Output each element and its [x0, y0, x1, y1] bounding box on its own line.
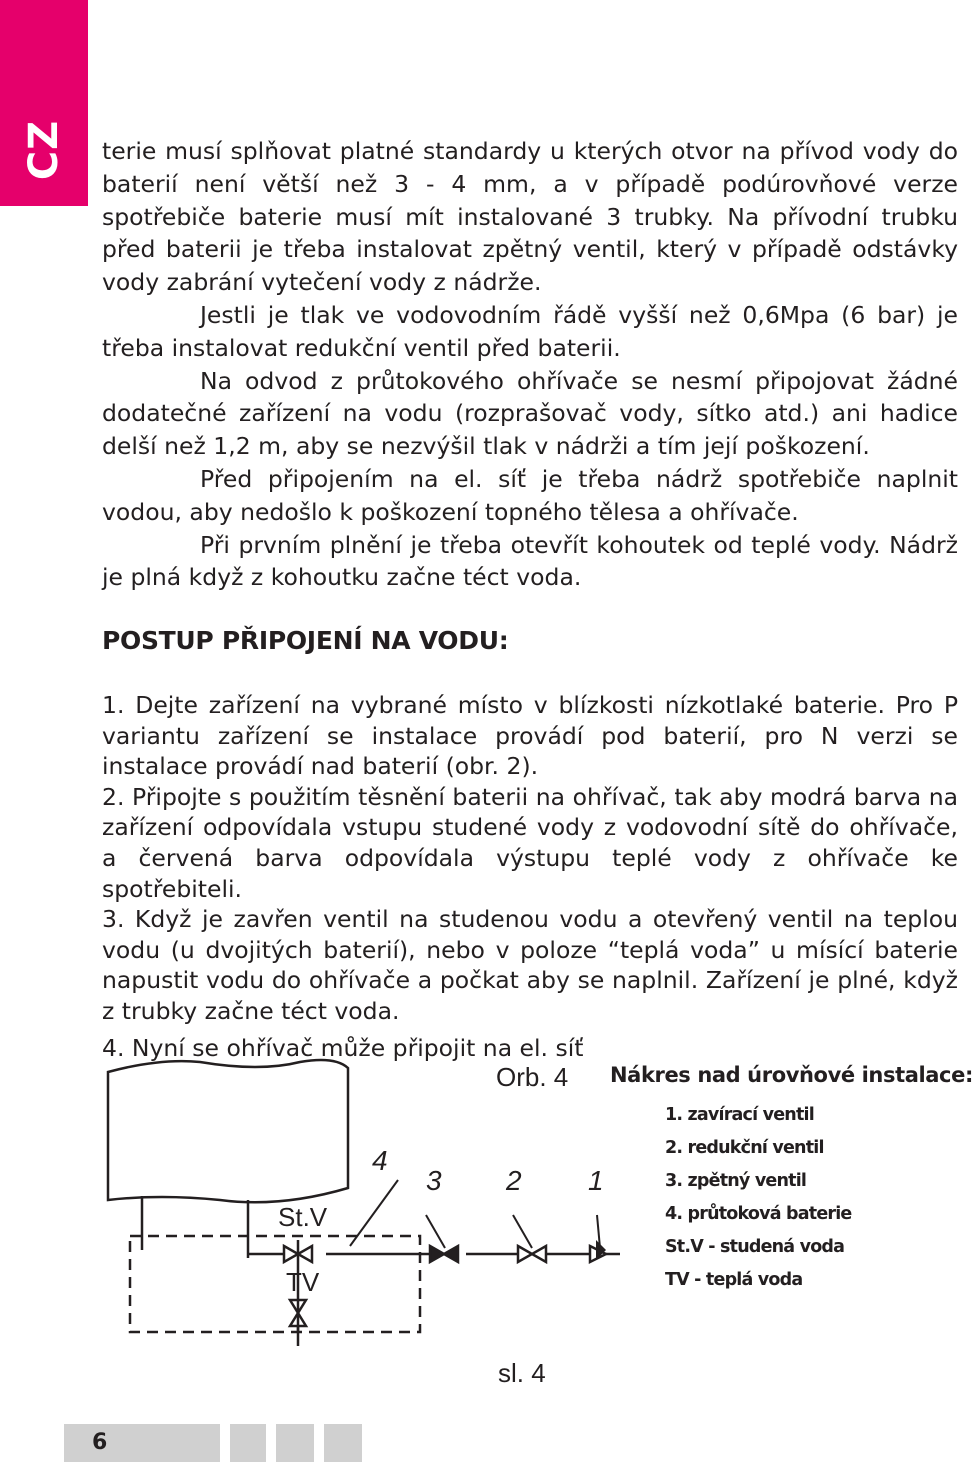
- language-tab: [0, 0, 88, 206]
- battery-outline: [130, 1236, 420, 1332]
- legend-item: 1. zavírací ventil: [665, 1105, 814, 1125]
- figure-label: Orb. 4: [496, 1062, 569, 1092]
- footer-block-1: [64, 1424, 220, 1462]
- number-2: 2: [506, 1165, 522, 1196]
- step-2: 2. Připojte s použitím těsnění baterii na ohřívač, tak aby modrá barva na zařízení odpovídala vstupu studené vody z vodovodní sítě do ohřívače, a červená barva odpovídala výstupu teplé vody z ohřívače ke spotřebiteli.: [102, 782, 958, 903]
- paragraph-1: terie musí splňovat platné standardy u kterých otvor na přívod vody do baterií není větší než 3 - 4 mm, a v případě podúrovňové verze spotřebiče baterie musí mít instalované 3 trubky. Na přívodní trubku před baterii je třeba instalovat zpětný ventil, který v případě odstávky vody zabrání vytečení vody z nádrže.: [102, 137, 958, 297]
- legend-item: TV - teplá voda: [665, 1270, 803, 1290]
- intro-text: [102, 135, 958, 594]
- figure-caption: sl. 4: [498, 1358, 546, 1388]
- paragraph-5: Při prvním plnění je třeba otevřít kohoutek od teplé vody. Nádrž je plná když z kohoutku začne téct voda.: [102, 530, 958, 592]
- steps-list: [102, 690, 958, 1063]
- number-3: 3: [426, 1165, 442, 1196]
- installation-diagram: [100, 1050, 604, 1400]
- section-heading: POSTUP PŘIPOJENÍ NA VODU:: [102, 626, 509, 655]
- footer-block-3: [276, 1424, 314, 1462]
- legend: [610, 1063, 973, 1297]
- valve-2: [518, 1246, 546, 1262]
- leader-3: [426, 1215, 445, 1248]
- legend-title: Nákres nad úrovňové instalace:: [610, 1063, 973, 1087]
- leader-2: [513, 1215, 532, 1248]
- footer-block-2: [230, 1424, 266, 1462]
- paragraph-2: Jestli je tlak ve vodovodním řádě vyšší než 0,6Mpa (6 bar) je třeba instalovat redukční ventil před baterii.: [102, 300, 958, 362]
- step-3: 3. Když je zavřen ventil na studenou vodu a otevřený ventil na teplou vodu (u dvojitých baterií), nebo v poloze “teplá voda” u mísící baterie napustit vodu do ohřívače a počkat aby se naplnil. Zařízení je plné, když z trubky začne téct voda.: [102, 905, 958, 1025]
- footer-block-4: [324, 1424, 362, 1462]
- label-stv: St.V: [278, 1202, 328, 1232]
- paragraph-4: Před připojením na el. síť je třeba nádrž spotřebiče naplnit vodou, aby nedošlo k poškození topného tělesa a ohřívače.: [102, 464, 958, 526]
- step-4: 4. Nyní se ohřívač může připojit na el. síť: [102, 1033, 584, 1062]
- legend-item: 2. redukční ventil: [665, 1138, 824, 1158]
- legend-item: 4. průtoková baterie: [665, 1204, 852, 1224]
- paragraph-3: Na odvod z průtokového ohřívače se nesmí připojovat žádné dodatečné zařízení na vodu (rozprašovač vody, sítko atd.) ani hadice delší než 1,2 m, aby se nezvýšil tlak v nádrži a tím její poškození.: [102, 366, 958, 461]
- label-tv: TV: [286, 1267, 320, 1297]
- number-4: 4: [372, 1145, 388, 1176]
- page-number: 6: [92, 1430, 108, 1455]
- legend-item: St.V - studená voda: [665, 1237, 845, 1257]
- legend-list: [665, 1099, 973, 1297]
- step-1: 1. Dejte zařízení na vybrané místo v blízkosti nízkotlaké baterie. Pro P variantu zařízení se instalace provádí pod baterií, pro N verzi se instalace provádí nad baterií (obr. 2).: [102, 691, 958, 781]
- valve-3: [430, 1246, 458, 1262]
- number-1: 1: [588, 1165, 604, 1196]
- language-label: CZ: [21, 119, 67, 181]
- legend-item: 3. zpětný ventil: [665, 1171, 807, 1191]
- heater-tank: [108, 1060, 348, 1202]
